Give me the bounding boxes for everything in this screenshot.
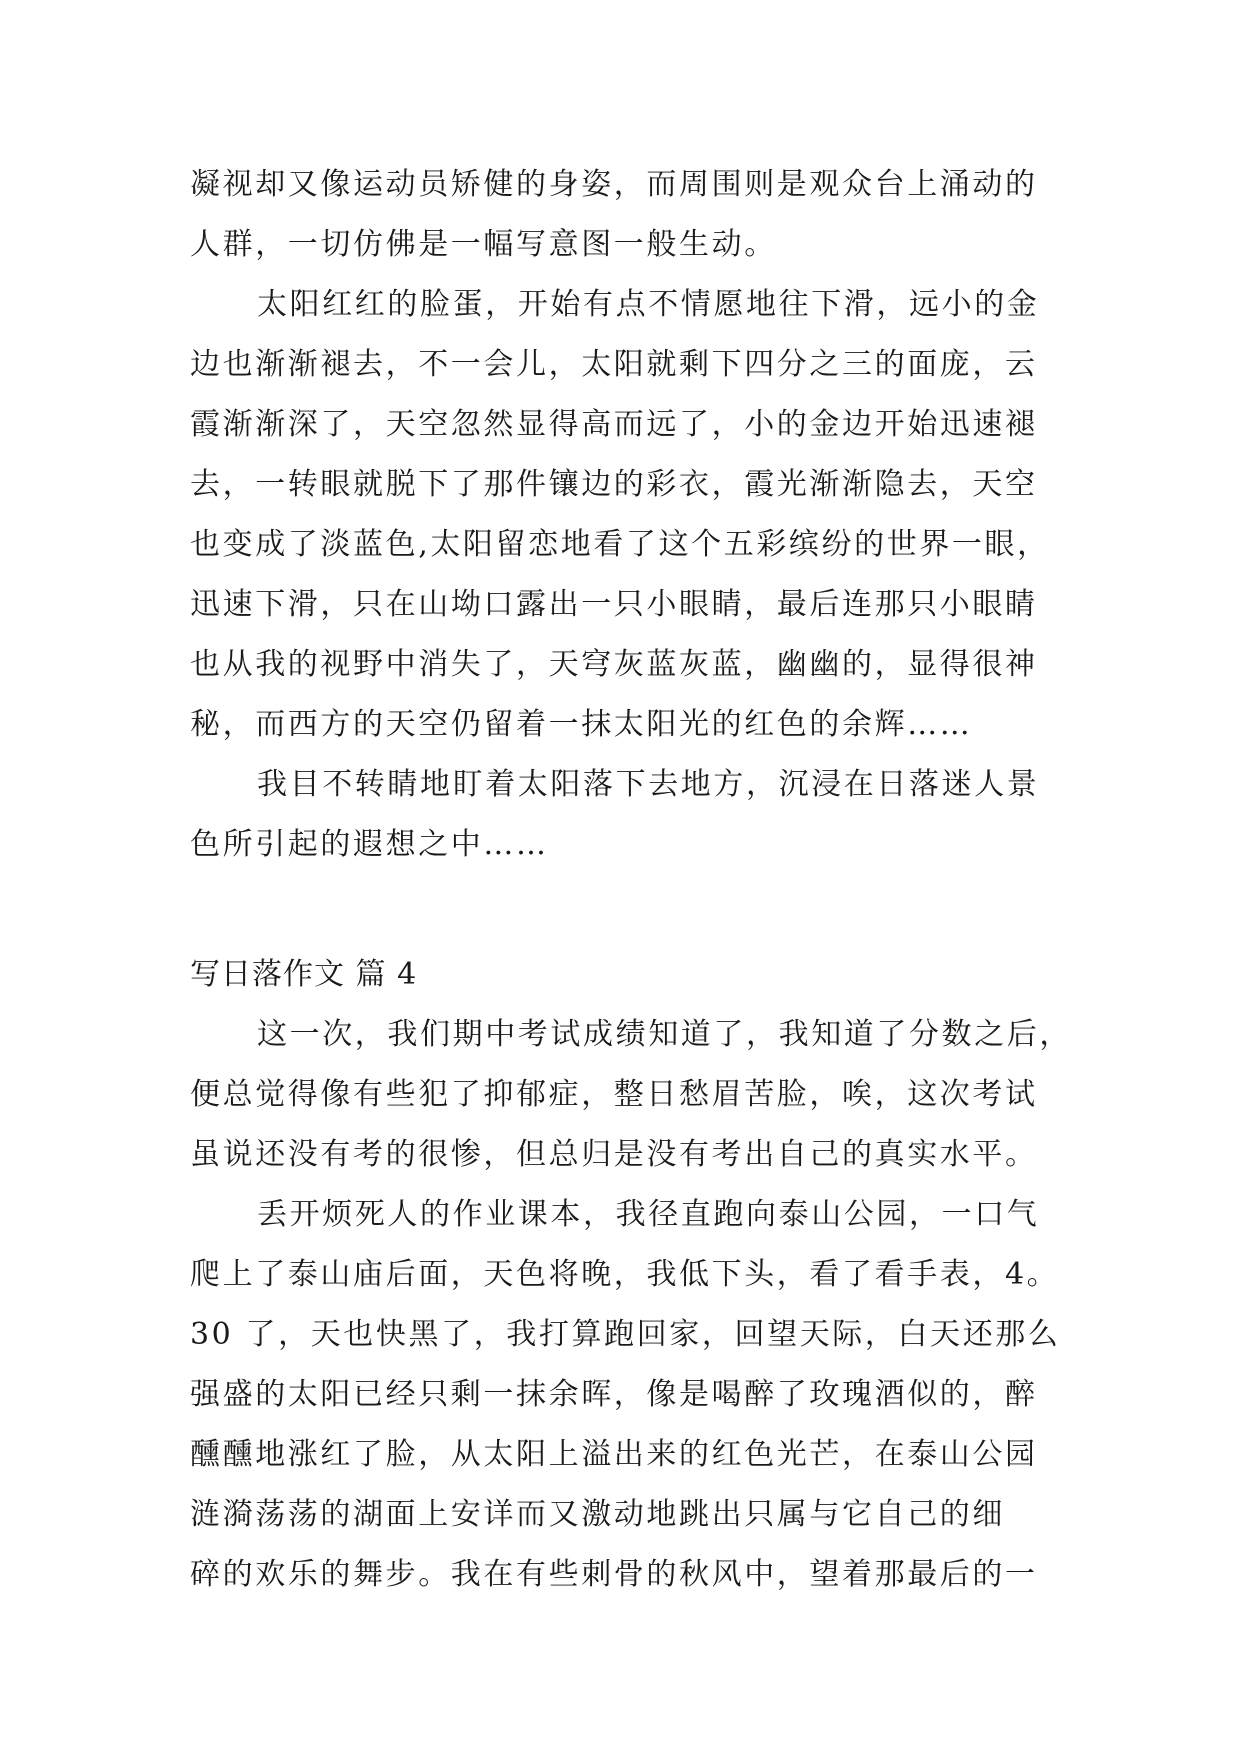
text-line: 丢开烦死人的作业课本，我径直跑向泰山公园，一口气 (257, 1197, 1040, 1232)
text-line: 也变成了淡蓝色,太阳留恋地看了这个五彩缤纷的世界一眼， (190, 527, 1050, 562)
text-line: 我目不转睛地盯着太阳落下去地方，沉浸在日落迷人景 (257, 767, 1040, 802)
section-gap (190, 875, 1070, 945)
text-line: 色所引起的遐想之中…… (190, 827, 549, 862)
text-line: 凝视却又像运动员矫健的身姿，而周围则是观众台上涌动的 (190, 167, 1038, 202)
paragraph (190, 155, 1070, 275)
text-line: 霞渐渐深了，天空忽然显得高而远了，小的金边开始迅速褪 (190, 407, 1038, 442)
paragraph (190, 755, 1070, 875)
paragraph (190, 1185, 1070, 1605)
text-line: 也从我的视野中消失了，天穹灰蓝灰蓝，幽幽的，显得很神 (190, 647, 1038, 682)
text-line: 这一次，我们期中考试成绩知道了，我知道了分数之后， (257, 1017, 1072, 1052)
text-line: 爬上了泰山庙后面，天色将晚，我低下头，看了看手表，4。 (190, 1257, 1060, 1292)
text-line: 碎的欢乐的舞步。我在有些刺骨的秋风中，望着那最后的一 (190, 1557, 1038, 1592)
text-line: 便总觉得像有些犯了抑郁症，整日愁眉苦脸，唉，这次考试 (190, 1077, 1038, 1112)
text-line: 太阳红红的脸蛋，开始有点不情愿地往下滑，远小的金 (257, 287, 1040, 322)
text-line: 边也渐渐褪去，不一会儿，太阳就剩下四分之三的面庞，云 (190, 347, 1038, 382)
text-line: 涟漪荡荡的湖面上安详而又激动地跳出只属与它自己的细 (190, 1497, 1005, 1532)
text-line: 30 了，天也快黑了，我打算跑回家，回望天际，白天还那么 (190, 1317, 1061, 1352)
paragraph (190, 1005, 1070, 1185)
text-line: 虽说还没有考的很惨，但总归是没有考出自己的真实水平。 (190, 1137, 1038, 1172)
text-line: 强盛的太阳已经只剩一抹余晖，像是喝醉了玫瑰酒似的，醉 (190, 1377, 1038, 1412)
paragraph (190, 275, 1070, 755)
document-body (190, 155, 1070, 1605)
heading-text: 写日落作文 篇 4 (190, 957, 418, 992)
text-line: 迅速下滑，只在山坳口露出一只小眼睛，最后连那只小眼睛 (190, 587, 1038, 622)
text-line: 秘，而西方的天空仍留着一抹太阳光的红色的余辉…… (190, 707, 973, 742)
text-line: 人群，一切仿佛是一幅写意图一般生动。 (190, 227, 777, 262)
text-line: 醺醺地涨红了脸，从太阳上溢出来的红色光芒，在泰山公园 (190, 1437, 1038, 1472)
section-heading (190, 945, 1070, 1005)
text-line: 去，一转眼就脱下了那件镶边的彩衣，霞光渐渐隐去，天空 (190, 467, 1038, 502)
